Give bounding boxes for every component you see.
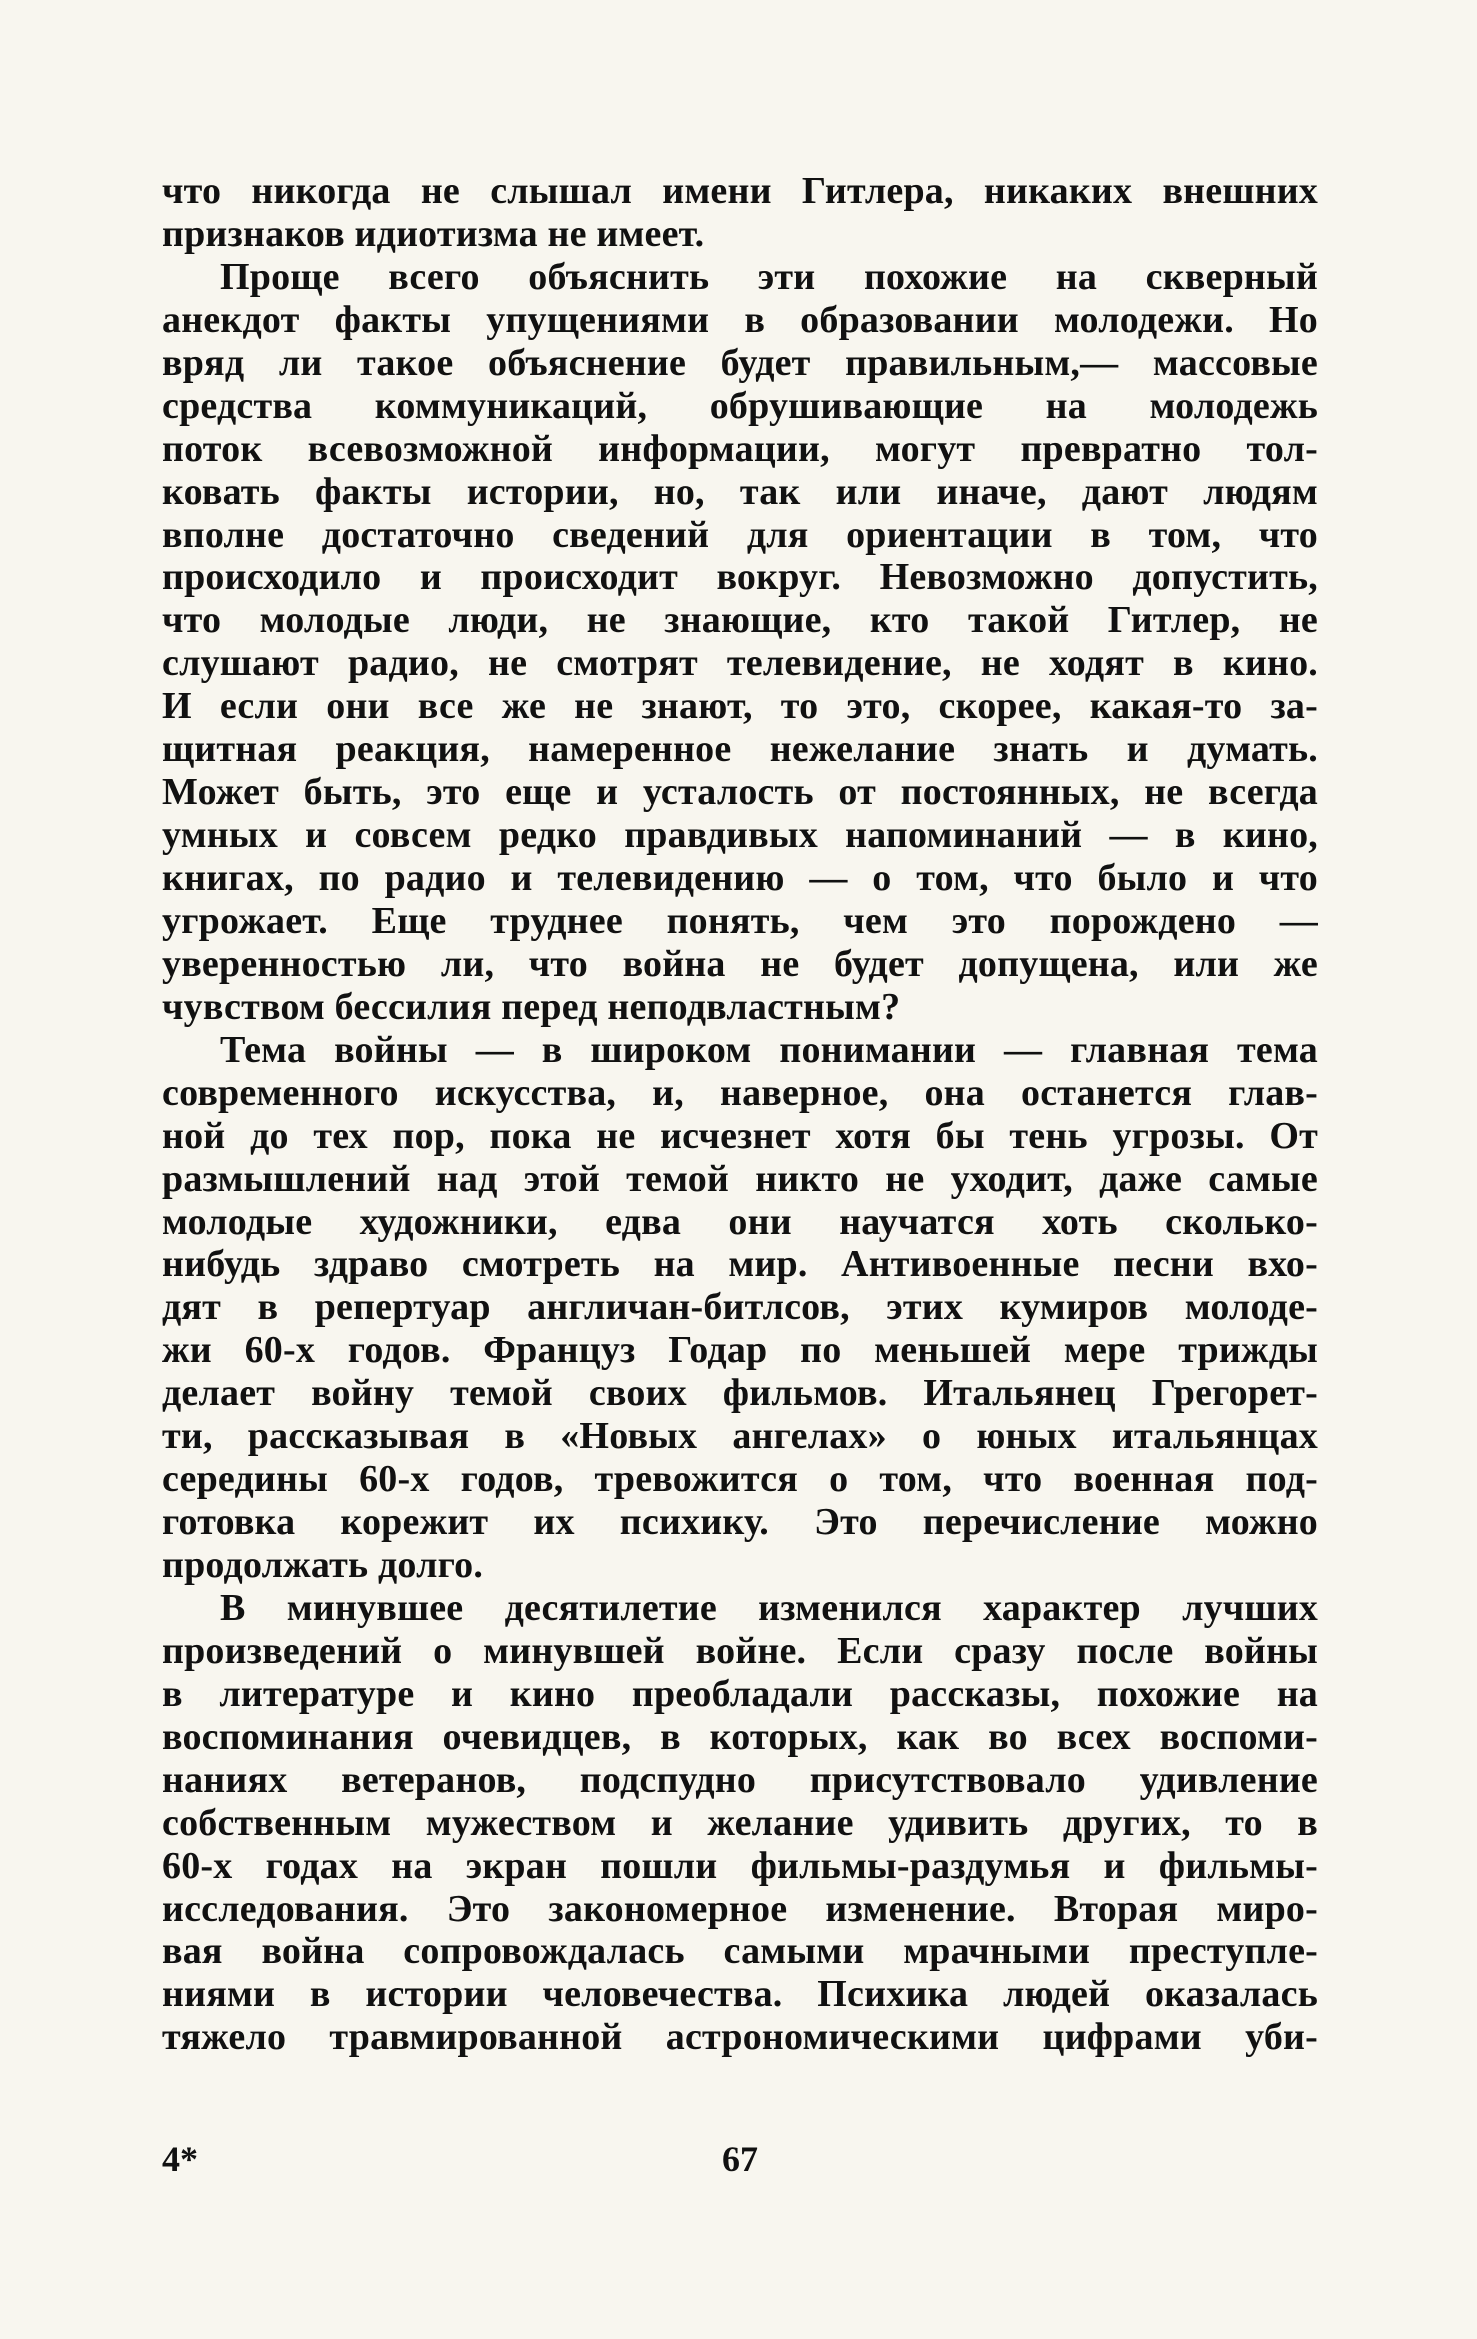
text-line: тяжело травмированной астрономическими цифрами уби- xyxy=(162,2016,1318,2059)
text-line: ной до тех пор, пока не исчезнет хотя бы тень угрозы. От xyxy=(162,1114,1318,1157)
text-line: угрожает. Еще труднее понять, чем это порождено — xyxy=(162,899,1318,942)
text-line: Проще всего объяснить эти похожие на скверный xyxy=(220,255,1318,298)
paragraph xyxy=(162,256,1318,1029)
text-line: слушают радио, не смотрят телевидение, не ходят в кино. xyxy=(162,642,1318,685)
signature-mark: 4* xyxy=(162,2139,198,2179)
text-line: происходило и происходит вокруг. Невозможно допустить, xyxy=(162,556,1318,599)
text-line: 60-х годах на экран пошли фильмы-раздумья и фильмы- xyxy=(162,1844,1318,1887)
text-line: жи 60-х годов. Француз Годар по меньшей мере трижды xyxy=(162,1329,1318,1372)
text-line: книгах, по радио и телевидению — о том, что было и что xyxy=(162,857,1318,899)
text-line: Может быть, это еще и усталость от постоянных, не всегда xyxy=(162,771,1318,814)
text-line: анекдот факты упущениями в образовании молодежи. Но xyxy=(162,298,1318,341)
text-line: уверенностью ли, что война не будет допущена, или же xyxy=(162,942,1318,985)
text-line: средства коммуникаций, обрушивающие на молодежь xyxy=(162,384,1318,427)
text-line: собственным мужеством и желание удивить других, то в xyxy=(162,1801,1318,1844)
paragraph xyxy=(162,1029,1318,1587)
text-line: воспоминания очевидцев, в которых, как во всех воспоми- xyxy=(162,1715,1318,1758)
text-line: поток всевозможной информации, могут превратно тол- xyxy=(162,427,1318,470)
text-line: ти, рассказывая в «Новых ангелах» о юных итальянцах xyxy=(162,1415,1318,1458)
text-line: наниях ветеранов, подспудно присутствовало удивление xyxy=(162,1758,1318,1801)
text-line: ковать факты истории, но, так или иначе, дают людям xyxy=(162,470,1318,513)
text-line: вряд ли такое объяснение будет правильным,— массовые xyxy=(162,341,1318,384)
text-line: вполне достаточно сведений для ориентации в том, что xyxy=(162,513,1318,556)
text-line: что молодые люди, не знающие, кто такой Гитлер, не xyxy=(162,599,1318,642)
text-line: щитная реакция, намеренное нежелание знать и думать. xyxy=(162,728,1318,771)
text-line: в литературе и кино преобладали рассказы, похожие на xyxy=(162,1672,1318,1715)
paragraph xyxy=(162,1587,1318,2059)
text-line: чувством бессилия перед неподвластным? xyxy=(162,985,901,1028)
text-line: исследования. Это закономерное изменение. Вторая миро- xyxy=(162,1887,1318,1930)
body-text xyxy=(162,170,1318,2059)
text-line: умных и совсем редко правдивых напоминаний — в кино, xyxy=(162,814,1318,857)
text-line: середины 60-х годов, тревожится о том, что военная под- xyxy=(162,1458,1318,1501)
page-number: 67 xyxy=(722,2139,758,2179)
text-line: готовка корежит их психику. Это перечисление можно xyxy=(162,1501,1318,1544)
text-line: Тема войны — в широком понимании — главная тема xyxy=(220,1028,1318,1071)
text-line: признаков идиотизма не имеет. xyxy=(162,212,705,255)
text-line: И если они все же не знают, то это, скорее, какая-то за- xyxy=(162,685,1318,728)
text-line: делает войну темой своих фильмов. Итальянец Грегорет- xyxy=(162,1372,1318,1415)
text-line: произведений о минувшей войне. Если сразу после войны xyxy=(162,1629,1318,1672)
text-line: ниями в истории человечества. Психика людей оказалась xyxy=(162,1973,1318,2016)
text-line: вая война сопровождалась самыми мрачными преступле- xyxy=(162,1930,1318,1973)
text-line: молодые художники, едва они научатся хоть сколько- xyxy=(162,1200,1318,1243)
text-line: размышлений над этой темой никто не уходит, даже самые xyxy=(162,1157,1318,1200)
page-footer xyxy=(162,2138,1318,2184)
text-line: В минувшее десятилетие изменился характер лучших xyxy=(220,1586,1318,1629)
text-line: нибудь здраво смотреть на мир. Антивоенные песни вхо- xyxy=(162,1243,1318,1286)
text-line: продолжать долго. xyxy=(162,1544,484,1586)
text-line: дят в репертуар англичан-битлсов, этих кумиров молоде- xyxy=(162,1286,1318,1329)
text-line: современного искусства, и, наверное, она останется глав- xyxy=(162,1071,1318,1114)
text-line: что никогда не слышал имени Гитлера, никаких внешних xyxy=(162,170,1318,212)
paragraph xyxy=(162,170,1318,256)
